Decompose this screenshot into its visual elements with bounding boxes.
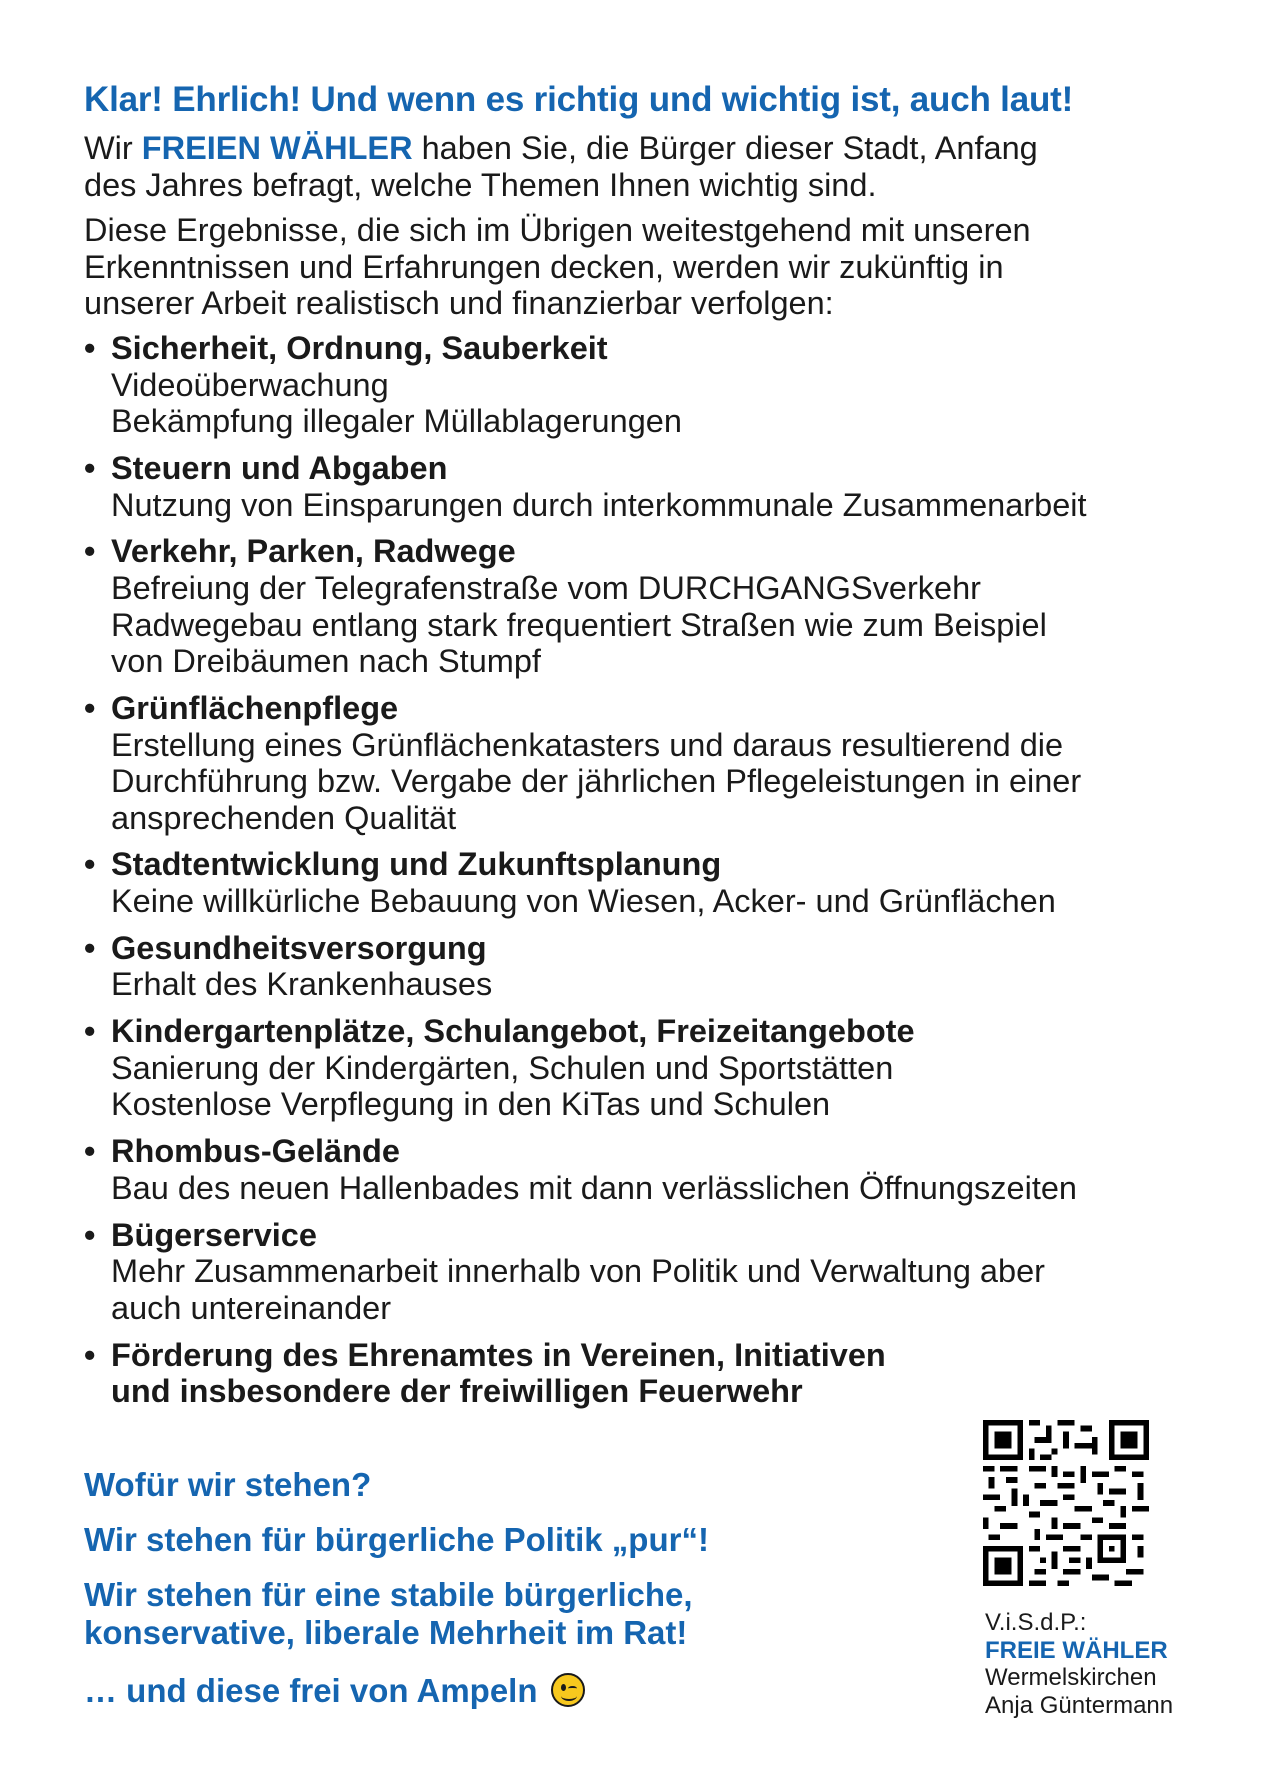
intro-line1-rest: haben Sie, die Bürger dieser Stadt, Anfang xyxy=(412,130,1038,166)
topic-item xyxy=(84,1337,1194,1410)
topic-title: Verkehr, Parken, Radwege xyxy=(111,533,516,570)
topic-title: Steuern und Abgaben xyxy=(111,449,448,486)
topic-list xyxy=(84,330,1194,1420)
topic-detail: ansprechenden Qualität xyxy=(111,799,457,836)
topic-item xyxy=(84,1133,1194,1206)
topic-detail: Sanierung der Kindergärten, Schulen und Sportstätten xyxy=(111,1049,894,1086)
topic-title: Grünflächenpflege xyxy=(111,689,399,726)
bullet: • xyxy=(84,689,96,726)
intro-paragraph xyxy=(84,130,1194,203)
topic-item xyxy=(84,1217,1194,1327)
closing-final xyxy=(84,1672,585,1710)
closing-statement-2-line2: konservative, liberale Mehrheit im Rat! xyxy=(84,1614,688,1651)
topic-title: Stadtentwicklung und Zukunftsplanung xyxy=(111,846,722,883)
topic-title: Sicherheit, Ordnung, Sauberkeit xyxy=(111,330,608,366)
bullet: • xyxy=(84,449,96,486)
intro-brand: FREIEN WÄHLER xyxy=(141,130,413,166)
winking-face-icon xyxy=(551,1673,585,1707)
topic-detail: Befreiung der Telegrafenstraße vom DURCHGANGSverkehr xyxy=(111,569,982,606)
topic-detail: Mehr Zusammenarbeit innerhalb von Politik und Verwaltung aber xyxy=(111,1253,1045,1290)
topic-title: Förderung des Ehrenamtes in Vereinen, Initiativen xyxy=(111,1336,886,1373)
topic-item xyxy=(84,450,1194,523)
closing-final-text: … und diese frei von Ampeln xyxy=(84,1672,538,1709)
closing-statement-2 xyxy=(84,1576,693,1652)
closing-statement-2-line1: Wir stehen für eine stabile bürgerliche, xyxy=(84,1576,693,1613)
bullet: • xyxy=(84,929,96,966)
topic-item xyxy=(84,690,1194,836)
imprint-label: V.i.S.d.P.: xyxy=(985,1609,1087,1636)
topic-item xyxy=(84,1013,1194,1123)
topic-item xyxy=(84,330,1194,440)
closing-statement-1: Wir stehen für bürgerliche Politik „pur“! xyxy=(84,1521,709,1558)
topic-item xyxy=(84,930,1194,1003)
topic-title: Gesundheitsversorgung xyxy=(111,929,487,966)
topic-item xyxy=(84,846,1194,919)
topic-detail: Kostenlose Verpflegung in den KiTas und Schulen xyxy=(111,1086,831,1123)
results-line: Diese Ergebnisse, die sich im Übrigen weitestgehend mit unseren xyxy=(84,212,1031,248)
bullet: • xyxy=(84,1216,96,1253)
topic-detail: Videoüberwachung xyxy=(111,366,389,403)
topic-title-continued: und insbesondere der freiwilligen Feuerwehr xyxy=(111,1373,803,1410)
imprint-city: Wermelskirchen xyxy=(985,1664,1157,1691)
results-line: unserer Arbeit realistisch und finanzierbar verfolgen: xyxy=(84,285,834,321)
topic-detail: Bekämpfung illegaler Müllablagerungen xyxy=(111,403,682,440)
bullet: • xyxy=(84,533,96,570)
intro-line2: des Jahres befragt, welche Themen Ihnen wichtig sind. xyxy=(84,166,877,203)
topic-detail: Erstellung eines Grünflächenkatasters und daraus resultierend die xyxy=(111,726,1064,763)
imprint-person: Anja Güntermann xyxy=(985,1691,1174,1719)
topic-detail: Keine willkürliche Bebauung von Wiesen, Acker- und Grünflächen xyxy=(111,883,1056,920)
imprint xyxy=(985,1609,1173,1719)
topic-detail: Nutzung von Einsparungen durch interkommunale Zusammenarbeit xyxy=(111,486,1087,523)
bullet: • xyxy=(84,330,96,366)
topic-detail: Erhalt des Krankenhauses xyxy=(111,966,493,1003)
results-paragraph xyxy=(84,212,1194,322)
topic-title: Kindergartenplätze, Schulangebot, Freizeitangebote xyxy=(111,1013,915,1050)
results-line: Erkenntnissen und Erfahrungen decken, werden wir zukünftig in xyxy=(84,248,1004,285)
intro-prefix: Wir xyxy=(84,130,142,166)
imprint-party: FREIE WÄHLER xyxy=(985,1636,1168,1664)
topic-detail: Bau des neuen Hallenbades mit dann verlässlichen Öffnungszeiten xyxy=(111,1169,1078,1206)
bullet: • xyxy=(84,1013,96,1050)
closing-question: Wofür wir stehen? xyxy=(84,1466,372,1503)
topic-detail: Durchführung bzw. Vergabe der jährlichen Pflegeleistungen in einer xyxy=(111,763,1082,800)
bullet: • xyxy=(84,1336,96,1373)
bullet: • xyxy=(84,1133,96,1170)
topic-detail: auch untereinander xyxy=(111,1289,392,1326)
topic-detail: Radwegebau entlang stark frequentiert Straßen wie zum Beispiel xyxy=(111,606,1047,643)
headline: Klar! Ehrlich! Und wenn es richtig und wichtig ist, auch laut! xyxy=(84,80,1074,119)
topic-detail: von Dreibäumen nach Stumpf xyxy=(111,643,541,680)
bullet: • xyxy=(84,846,96,883)
topic-title: Rhombus-Gelände xyxy=(111,1133,400,1170)
qr-code-icon[interactable] xyxy=(983,1420,1149,1586)
topic-item xyxy=(84,533,1194,679)
topic-title: Bügerservice xyxy=(111,1216,317,1253)
